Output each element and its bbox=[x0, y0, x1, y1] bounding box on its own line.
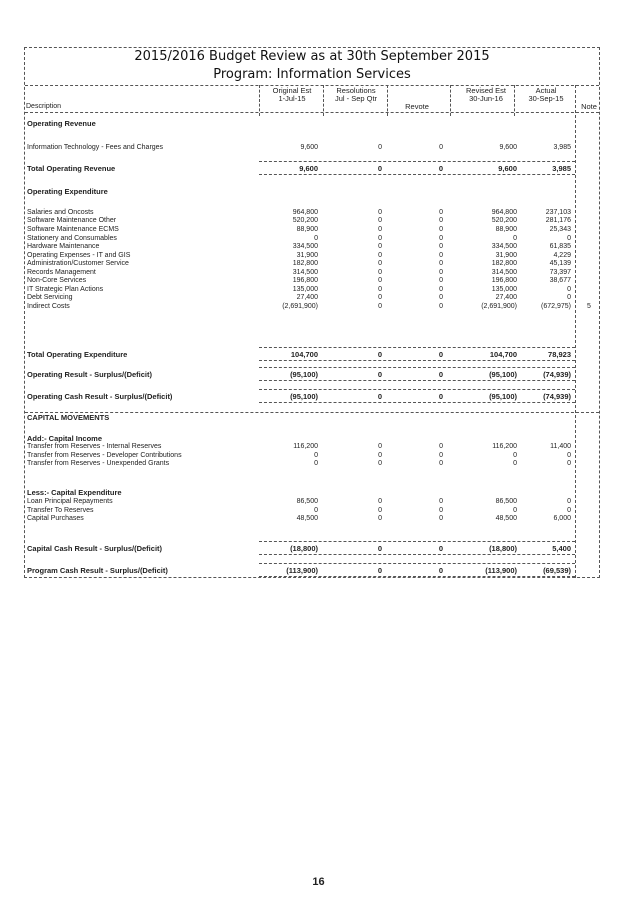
row-note: 5 bbox=[587, 303, 591, 310]
table-row bbox=[25, 187, 599, 196]
col-divider bbox=[514, 85, 515, 116]
row-value: 116,200 bbox=[492, 443, 517, 450]
row-value: 9,600 bbox=[498, 164, 517, 173]
row-value: 182,800 bbox=[292, 260, 318, 267]
row-value: 0 bbox=[378, 209, 382, 216]
row-value: 0 bbox=[378, 235, 382, 242]
row-value: 964,800 bbox=[292, 209, 318, 216]
header-resolutions: Resolutions Jul - Sep Qtr bbox=[334, 86, 378, 103]
row-value: 0 bbox=[439, 144, 443, 151]
row-value: 0 bbox=[378, 443, 382, 450]
row-value: 135,000 bbox=[292, 286, 318, 293]
row-description: Loan Principal Repayments bbox=[27, 498, 113, 505]
row-value: 0 bbox=[567, 235, 571, 242]
row-description: Debt Servicing bbox=[27, 294, 73, 301]
row-value: 237,103 bbox=[545, 209, 571, 216]
col-divider bbox=[450, 85, 451, 116]
row-value: 27,400 bbox=[495, 294, 517, 301]
header-revote: Revote bbox=[405, 102, 429, 111]
row-value: 9,600 bbox=[499, 144, 517, 151]
table-row bbox=[25, 544, 599, 553]
row-description: CAPITAL MOVEMENTS bbox=[27, 413, 110, 422]
budget-table bbox=[24, 47, 600, 578]
header-revised-est: Revised Est 30-Jun-16 bbox=[465, 86, 507, 103]
row-value: (95,100) bbox=[489, 370, 517, 379]
row-value: 281,176 bbox=[545, 217, 571, 224]
row-value: 0 bbox=[377, 370, 382, 379]
table-row bbox=[25, 242, 599, 251]
capital-divider bbox=[25, 412, 599, 413]
row-value: 196,800 bbox=[491, 277, 517, 284]
row-description: Operating Result - Surplus/(Deficit) bbox=[27, 370, 153, 379]
row-value: 0 bbox=[439, 252, 443, 259]
row-description: Information Technology - Fees and Charges bbox=[27, 144, 164, 151]
row-description: Operating Cash Result - Surplus/(Deficit) bbox=[27, 392, 173, 401]
row-value: (95,100) bbox=[290, 392, 318, 401]
row-value: 5,400 bbox=[552, 544, 571, 553]
row-value: 0 bbox=[378, 277, 382, 284]
row-value: 86,500 bbox=[495, 498, 517, 505]
table-row bbox=[25, 143, 599, 152]
row-value: (18,800) bbox=[290, 544, 318, 553]
row-value: 0 bbox=[378, 507, 382, 514]
col-divider bbox=[259, 85, 260, 116]
row-value: (2,691,900) bbox=[481, 303, 517, 310]
row-value: 0 bbox=[378, 269, 382, 276]
row-value: 0 bbox=[378, 460, 382, 467]
row-value: (113,900) bbox=[286, 566, 318, 575]
row-value: 0 bbox=[314, 235, 318, 242]
table-row bbox=[25, 216, 599, 225]
row-value: 0 bbox=[567, 498, 571, 505]
row-value: 0 bbox=[378, 243, 382, 250]
row-description: Total Operating Revenue bbox=[27, 164, 116, 173]
row-value: 4,229 bbox=[553, 252, 571, 259]
row-value: 0 bbox=[513, 507, 517, 514]
row-value: (74,939) bbox=[543, 370, 571, 379]
row-description: Capital Purchases bbox=[27, 515, 84, 522]
total-rule bbox=[259, 380, 575, 381]
row-value: 0 bbox=[567, 452, 571, 459]
row-value: 0 bbox=[314, 452, 318, 459]
row-value: 0 bbox=[439, 243, 443, 250]
row-value: 48,500 bbox=[296, 515, 318, 522]
total-rule bbox=[259, 174, 575, 175]
row-value: 0 bbox=[438, 370, 443, 379]
row-description: Program Cash Result - Surplus/(Deficit) bbox=[27, 566, 168, 575]
row-value: 0 bbox=[439, 507, 443, 514]
row-value: 0 bbox=[378, 294, 382, 301]
row-value: 0 bbox=[439, 460, 443, 467]
row-value: 0 bbox=[377, 566, 382, 575]
title-divider bbox=[25, 85, 599, 86]
row-value: 116,200 bbox=[293, 443, 318, 450]
row-value: 78,923 bbox=[548, 350, 571, 359]
row-value: 196,800 bbox=[292, 277, 318, 284]
row-description: Software Maintenance ECMS bbox=[27, 226, 119, 233]
row-value: 0 bbox=[439, 269, 443, 276]
row-value: 31,900 bbox=[495, 252, 517, 259]
row-value: 0 bbox=[438, 566, 443, 575]
program-title: Program: Information Services bbox=[213, 67, 411, 82]
row-value: 0 bbox=[439, 498, 443, 505]
header-original-est: Original Est 1-Jul-15 bbox=[272, 86, 312, 103]
row-value: 9,600 bbox=[299, 164, 318, 173]
row-value: (95,100) bbox=[290, 370, 318, 379]
row-value: 25,343 bbox=[549, 226, 571, 233]
row-value: 520,200 bbox=[292, 217, 318, 224]
row-value: 0 bbox=[314, 507, 318, 514]
row-description: Operating Revenue bbox=[27, 119, 96, 128]
table-row bbox=[25, 566, 599, 575]
table-row bbox=[25, 497, 599, 506]
row-description: Records Management bbox=[27, 269, 96, 276]
row-description: Less:- Capital Expenditure bbox=[27, 488, 122, 497]
row-description: Capital Cash Result - Surplus/(Deficit) bbox=[27, 544, 163, 553]
row-value: (74,939) bbox=[543, 392, 571, 401]
row-description: Indirect Costs bbox=[27, 303, 70, 310]
total-rule bbox=[259, 554, 575, 555]
table-row bbox=[25, 392, 599, 401]
row-value: 0 bbox=[439, 303, 443, 310]
row-value: 182,800 bbox=[491, 260, 517, 267]
row-value: 0 bbox=[513, 452, 517, 459]
col-divider bbox=[323, 85, 324, 116]
row-value: 0 bbox=[513, 235, 517, 242]
row-value: 314,500 bbox=[491, 269, 517, 276]
total-rule bbox=[259, 563, 575, 564]
row-value: 27,400 bbox=[296, 294, 318, 301]
row-value: 0 bbox=[439, 286, 443, 293]
row-value: 0 bbox=[439, 277, 443, 284]
row-value: 31,900 bbox=[296, 252, 318, 259]
header-actual: Actual 30-Sep-15 bbox=[528, 86, 564, 103]
header-description: Description bbox=[26, 103, 62, 110]
row-value: 45,139 bbox=[549, 260, 571, 267]
row-value: 0 bbox=[438, 164, 443, 173]
row-value: 0 bbox=[378, 226, 382, 233]
row-value: 61,835 bbox=[549, 243, 571, 250]
row-value: 0 bbox=[439, 226, 443, 233]
row-value: 0 bbox=[378, 452, 382, 459]
row-value: 0 bbox=[439, 515, 443, 522]
header-divider bbox=[25, 112, 599, 113]
row-description: Transfer from Reserves - Internal Reserves bbox=[27, 443, 162, 450]
table-row bbox=[25, 293, 599, 302]
row-value: 38,677 bbox=[549, 277, 571, 284]
table-row bbox=[25, 225, 599, 234]
row-value: 0 bbox=[567, 460, 571, 467]
row-value: 3,985 bbox=[552, 164, 571, 173]
row-value: 0 bbox=[438, 350, 443, 359]
report-title: 2015/2016 Budget Review as at 30th September 2015 bbox=[134, 49, 490, 64]
row-value: 964,800 bbox=[491, 209, 517, 216]
table-row bbox=[25, 119, 599, 128]
row-value: 0 bbox=[378, 498, 382, 505]
row-value: (113,900) bbox=[485, 566, 517, 575]
row-value: 86,500 bbox=[296, 498, 318, 505]
row-description: Non-Core Services bbox=[27, 277, 87, 284]
row-description: Salaries and Oncosts bbox=[27, 209, 94, 216]
row-value: 0 bbox=[438, 544, 443, 553]
row-value: 0 bbox=[377, 164, 382, 173]
row-description: Operating Expenditure bbox=[27, 187, 108, 196]
row-description: Add:- Capital Income bbox=[27, 434, 103, 443]
row-description: Total Operating Expenditure bbox=[27, 350, 128, 359]
page-number: 16 bbox=[312, 876, 325, 888]
row-value: 0 bbox=[378, 515, 382, 522]
row-value: 48,500 bbox=[495, 515, 517, 522]
row-value: 6,000 bbox=[553, 515, 571, 522]
row-description: Operating Expenses - IT and GIS bbox=[27, 252, 131, 259]
row-description: Transfer from Reserves - Developer Contributions bbox=[27, 452, 182, 459]
row-value: 0 bbox=[439, 443, 443, 450]
row-value: 0 bbox=[377, 392, 382, 401]
row-value: 0 bbox=[377, 544, 382, 553]
table-row bbox=[25, 459, 599, 468]
row-value: 0 bbox=[377, 350, 382, 359]
row-value: 0 bbox=[439, 235, 443, 242]
row-value: 0 bbox=[513, 460, 517, 467]
row-value: 88,900 bbox=[296, 226, 318, 233]
row-description: Hardware Maintenance bbox=[27, 243, 100, 250]
row-value: 0 bbox=[439, 452, 443, 459]
row-value: 3,985 bbox=[553, 144, 571, 151]
total-rule bbox=[259, 161, 575, 162]
row-description: Transfer from Reserves - Unexpended Grants bbox=[27, 460, 170, 467]
table-row bbox=[25, 164, 599, 173]
row-value: 334,500 bbox=[292, 243, 318, 250]
row-value: 0 bbox=[567, 286, 571, 293]
row-value: 73,397 bbox=[549, 269, 571, 276]
row-value: 88,900 bbox=[495, 226, 517, 233]
row-value: 0 bbox=[378, 217, 382, 224]
row-description: Transfer To Reserves bbox=[27, 507, 94, 514]
table-row bbox=[25, 514, 599, 523]
row-value: (2,691,900) bbox=[282, 303, 318, 310]
total-rule bbox=[259, 347, 575, 348]
row-value: (95,100) bbox=[489, 392, 517, 401]
total-rule bbox=[259, 576, 575, 577]
row-value: 0 bbox=[378, 144, 382, 151]
row-value: 0 bbox=[378, 252, 382, 259]
col-divider bbox=[387, 85, 388, 116]
total-rule bbox=[259, 402, 575, 403]
row-description: Administration/Customer Service bbox=[27, 260, 129, 267]
header-note: Note bbox=[581, 102, 597, 111]
row-description: Stationery and Consumables bbox=[27, 235, 117, 242]
table-row bbox=[25, 413, 599, 422]
row-value: 0 bbox=[567, 507, 571, 514]
row-value: (672,975) bbox=[541, 303, 571, 310]
row-description: Software Maintenance Other bbox=[27, 217, 117, 224]
total-rule bbox=[259, 360, 575, 361]
row-value: 334,500 bbox=[491, 243, 517, 250]
row-value: 0 bbox=[314, 460, 318, 467]
row-value: 0 bbox=[378, 260, 382, 267]
row-value: 0 bbox=[378, 303, 382, 310]
row-value: 9,600 bbox=[300, 144, 318, 151]
total-rule bbox=[259, 541, 575, 542]
total-rule bbox=[259, 389, 575, 390]
table-row bbox=[25, 259, 599, 268]
row-value: 0 bbox=[378, 286, 382, 293]
row-value: 0 bbox=[439, 217, 443, 224]
total-rule bbox=[259, 367, 575, 368]
row-value: 11,400 bbox=[550, 443, 571, 450]
row-value: (18,800) bbox=[489, 544, 517, 553]
table-row bbox=[25, 276, 599, 285]
row-value: 104,700 bbox=[290, 350, 318, 359]
row-description: IT Strategic Plan Actions bbox=[27, 286, 104, 293]
row-value: 0 bbox=[438, 392, 443, 401]
row-value: (69,539) bbox=[543, 566, 571, 575]
table-row bbox=[25, 370, 599, 379]
table-row bbox=[25, 350, 599, 359]
row-value: 0 bbox=[439, 260, 443, 267]
table-row bbox=[25, 302, 599, 311]
row-value: 104,700 bbox=[489, 350, 517, 359]
row-value: 0 bbox=[439, 294, 443, 301]
table-row bbox=[25, 488, 599, 497]
row-value: 314,500 bbox=[292, 269, 318, 276]
row-value: 0 bbox=[567, 294, 571, 301]
row-value: 520,200 bbox=[491, 217, 517, 224]
row-value: 135,000 bbox=[491, 286, 517, 293]
table-row bbox=[25, 442, 599, 451]
row-value: 0 bbox=[439, 209, 443, 216]
